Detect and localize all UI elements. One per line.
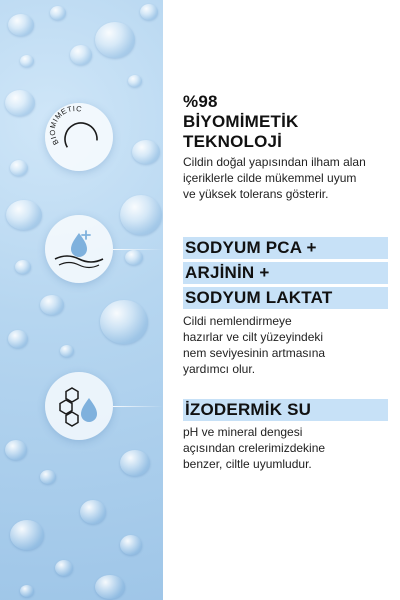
section-description [183,313,388,377]
title-line: SODYUM PCA + [183,237,388,259]
water-drop [50,6,66,20]
title-line: İZODERMİK SU [183,399,388,421]
section-title [183,92,388,152]
biomimetic-badge-icon [45,103,113,171]
water-drop [15,260,31,274]
water-drop [120,195,162,235]
section-isodermic-water [183,399,388,472]
water-drop [8,14,34,36]
section-description [183,424,388,472]
section-biomimetic [183,92,388,202]
section-title [183,237,388,309]
water-drop [140,4,158,20]
water-drop [120,535,142,555]
title-line: %98 [183,92,218,111]
section-description [183,154,388,202]
water-drop [55,560,73,576]
description-line: yardımcı olur. [183,362,256,376]
description-line: içeriklerle cilde mükemmel uyum [183,171,357,185]
water-drop [10,520,44,550]
water-drop [40,295,64,315]
connector-line [113,249,163,250]
water-drop [5,440,27,460]
water-drop [5,90,35,116]
description-line: pH ve mineral dengesi [183,425,303,439]
water-drop [95,575,125,599]
water-drop [132,140,160,164]
water-drop [125,250,143,265]
water-drop [10,160,28,176]
description-line: benzer, ciltle uyumludur. [183,457,312,471]
description-line: Cildi nemlendirmeye [183,314,292,328]
badge-text: BIOMIMETIC [47,103,83,147]
description-line: açısından crelerimizdekine [183,441,326,455]
title-line: SODYUM LAKTAT [183,287,388,309]
water-drop [80,500,106,524]
water-drop [6,200,42,230]
description-line: ve yüksek tolerans gösterir. [183,187,329,201]
water-droplets-background [0,0,163,600]
section-title [183,399,388,421]
description-line: hazırlar ve cilt yüzeyindeki [183,330,324,344]
water-drop [95,22,135,58]
connector-line [113,406,163,407]
water-drop [70,45,92,65]
molecule-drop-icon [45,372,113,440]
section-sodium-pca [183,237,388,377]
water-drop [60,345,74,357]
description-line: nem seviyesinin artmasına [183,346,326,360]
water-drop [20,585,34,597]
water-drop-plus-icon [45,215,113,283]
water-drop [8,330,28,348]
water-drop [128,75,142,87]
title-line: TEKNOLOJİ [183,132,283,151]
description-line: Cildin doğal yapısından ilham alan [183,155,366,169]
water-drop [100,300,148,344]
water-drop [120,450,150,476]
water-drop [40,470,56,484]
water-drop [20,55,34,67]
title-line: ARJİNİN + [183,262,388,284]
title-line: BİYOMİMETİK [183,112,299,131]
